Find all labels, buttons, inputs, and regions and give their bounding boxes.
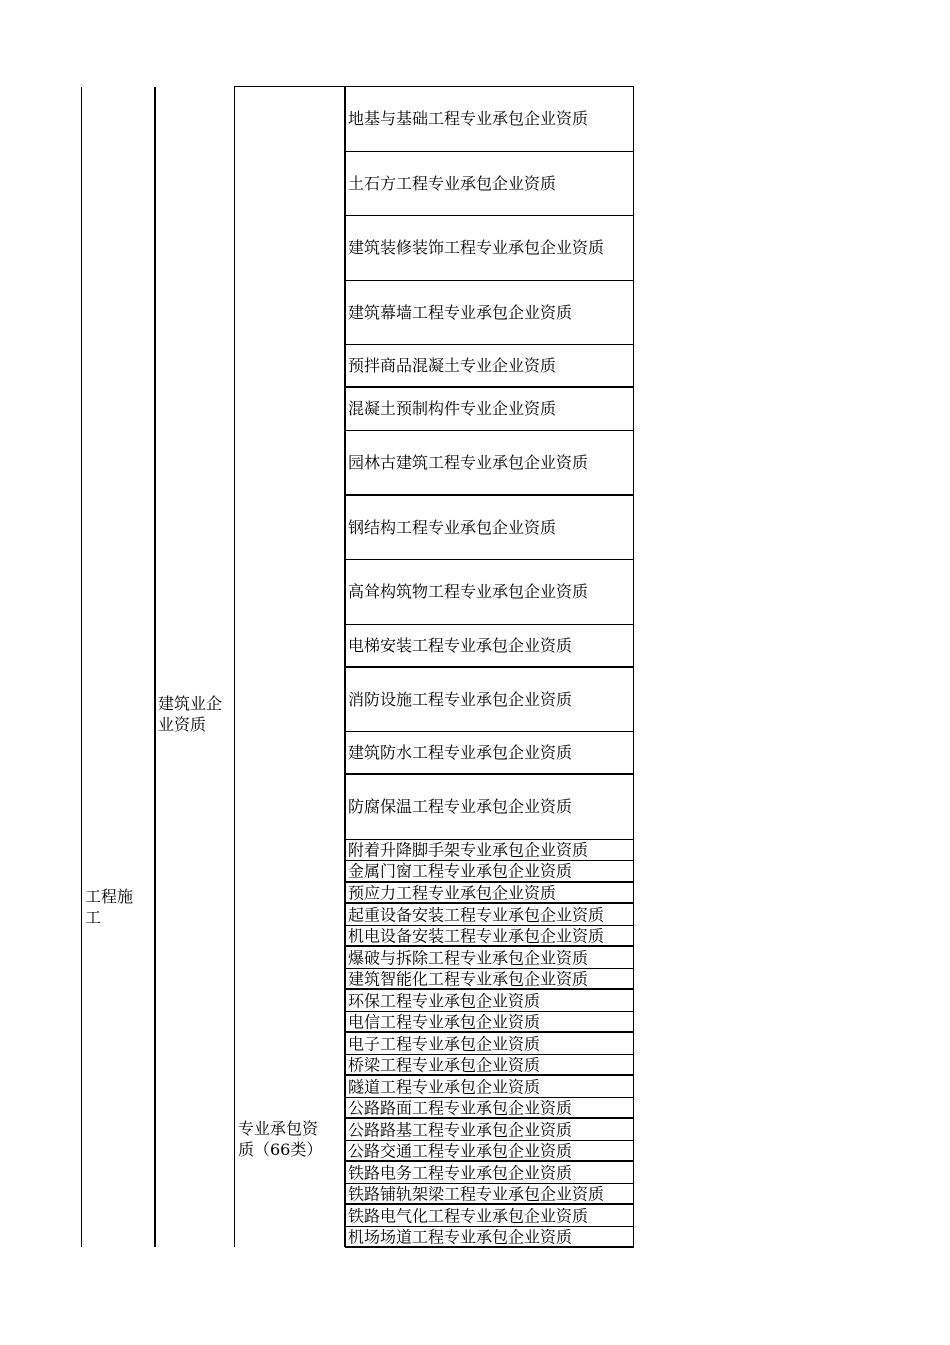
category-3-line2: 质（66类）	[238, 1140, 323, 1159]
table-row	[345, 388, 634, 431]
table-row	[345, 1076, 634, 1098]
table-row	[345, 1098, 634, 1119]
row-label: 建筑装修装饰工程专业承包企业资质	[348, 238, 605, 257]
category-cell-3	[238, 1118, 342, 1160]
table-row	[345, 732, 634, 775]
table-row	[345, 1227, 634, 1248]
table-row	[345, 990, 634, 1012]
table-row	[345, 560, 634, 625]
row-label: 公路路基工程专业承包企业资质	[348, 1120, 573, 1139]
table-row	[345, 1012, 634, 1033]
table-row	[345, 1119, 634, 1141]
row-label: 铁路铺轨架梁工程专业承包企业资质	[348, 1184, 605, 1203]
row-label: 附着升降脚手架专业承包企业资质	[348, 840, 589, 860]
row-label: 机电设备安装工程专业承包企业资质	[348, 926, 605, 945]
category-2-line2: 业资质	[158, 715, 207, 734]
table-row	[345, 947, 634, 969]
table-row	[345, 1162, 634, 1184]
table-row	[345, 345, 634, 388]
category-cell-1	[85, 886, 153, 928]
table-row	[345, 281, 634, 345]
row-label: 园林古建筑工程专业承包企业资质	[348, 452, 589, 472]
col1-left-border	[81, 87, 82, 1247]
table-row	[345, 87, 634, 152]
category-cell-2	[158, 693, 232, 735]
table-row	[345, 775, 634, 840]
row-label: 爆破与拆除工程专业承包企业资质	[348, 948, 589, 967]
table-row	[345, 668, 634, 732]
category-3-line1: 专业承包资	[238, 1119, 319, 1138]
table-row	[345, 625, 634, 668]
row-label: 电子工程专业承包企业资质	[348, 1034, 541, 1053]
table-row	[345, 1184, 634, 1205]
row-label: 公路路面工程专业承包企业资质	[348, 1098, 573, 1117]
category-1-line1: 工程施	[85, 887, 134, 906]
row-label: 建筑幕墙工程专业承包企业资质	[348, 302, 573, 322]
row-label: 高耸构筑物工程专业承包企业资质	[348, 582, 589, 601]
table-row	[345, 216, 634, 281]
table-row	[345, 1141, 634, 1162]
table-row	[345, 904, 634, 926]
col3-left-border	[234, 87, 235, 1247]
row-label: 电信工程专业承包企业资质	[348, 1012, 541, 1031]
row-label: 桥梁工程专业承包企业资质	[348, 1055, 541, 1074]
table-row	[345, 840, 634, 861]
row-label: 预拌商品混凝土专业企业资质	[348, 355, 557, 375]
row-label: 建筑智能化工程专业承包企业资质	[348, 969, 589, 988]
table-row	[345, 861, 634, 883]
row-label: 起重设备安装工程专业承包企业资质	[348, 905, 605, 924]
row-label: 金属门窗工程专业承包企业资质	[348, 861, 573, 881]
row-label: 机场场道工程专业承包企业资质	[348, 1227, 573, 1246]
row-label: 钢结构工程专业承包企业资质	[348, 517, 557, 537]
row-label: 建筑防水工程专业承包企业资质	[348, 742, 573, 762]
table-row	[345, 1055, 634, 1076]
row-label: 电梯安装工程专业承包企业资质	[348, 635, 573, 655]
qualification-list	[345, 87, 634, 1248]
row-label: 隧道工程专业承包企业资质	[348, 1077, 541, 1096]
row-label: 环保工程专业承包企业资质	[348, 991, 541, 1010]
category-2-line1: 建筑业企	[158, 694, 223, 713]
row-label: 防腐保温工程专业承包企业资质	[348, 797, 573, 816]
table-row	[345, 1033, 634, 1055]
row-label: 地基与基础工程专业承包企业资质	[348, 109, 589, 128]
row-label: 公路交通工程专业承包企业资质	[348, 1141, 573, 1160]
table-row	[345, 431, 634, 496]
col2-left-border	[154, 87, 156, 1247]
row-label: 混凝土预制构件专业企业资质	[348, 399, 557, 418]
row-label: 铁路电气化工程专业承包企业资质	[348, 1206, 589, 1225]
table-row	[345, 1205, 634, 1227]
row-label: 铁路电务工程专业承包企业资质	[348, 1163, 573, 1182]
table-row	[345, 883, 634, 904]
row-label: 土石方工程专业承包企业资质	[348, 173, 557, 193]
table-row	[345, 969, 634, 990]
row-label: 消防设施工程专业承包企业资质	[348, 689, 573, 709]
row-label: 预应力工程专业承包企业资质	[348, 883, 557, 902]
table-row	[345, 496, 634, 560]
category-1-line2: 工	[85, 908, 102, 927]
table-row	[345, 152, 634, 216]
table-row	[345, 926, 634, 947]
